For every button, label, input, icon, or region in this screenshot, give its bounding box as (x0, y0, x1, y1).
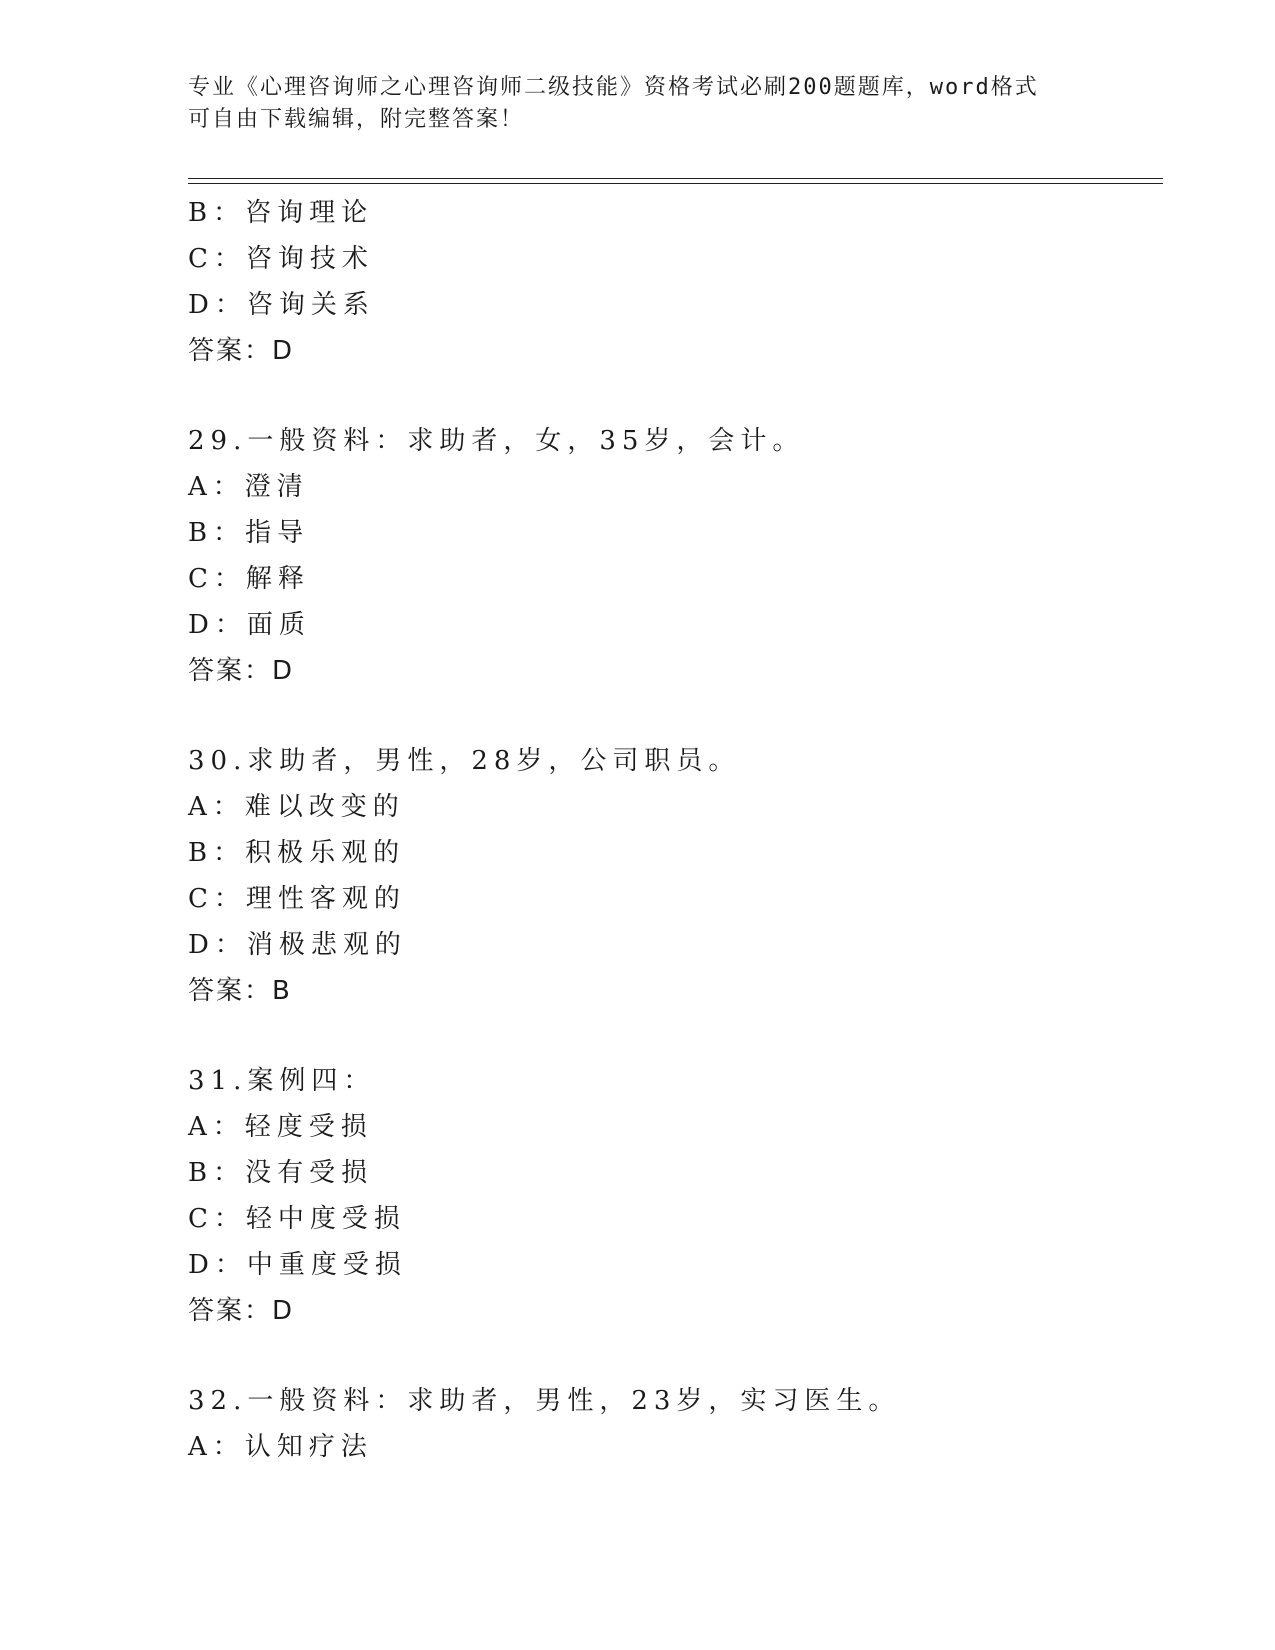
option-a: A：轻度受损 (188, 1112, 373, 1142)
option-c: C：咨询技术 (188, 244, 374, 274)
answer-line: 答案：D (188, 656, 295, 686)
question-stem: 30.求助者，男性，28岁，公司职员。 (188, 746, 741, 776)
question-stem: 29.一般资料：求助者，女，35岁，会计。 (188, 426, 805, 456)
document-header (188, 72, 1088, 136)
answer-line: 答案：D (188, 336, 295, 366)
question-32 (188, 1378, 1163, 1470)
option-a: A：认知疗法 (188, 1432, 373, 1462)
option-c: C：理性客观的 (188, 884, 406, 914)
question-30 (188, 738, 1163, 1014)
option-d: D：咨询关系 (188, 290, 375, 320)
option-a: A：难以改变的 (188, 792, 405, 822)
question-stem: 31.案例四： (188, 1066, 376, 1096)
header-title-line-1: 专业《心理咨询师之心理咨询师二级技能》资格考试必刷200题题库，word格式 (188, 75, 1039, 100)
option-c: C：解释 (188, 564, 310, 594)
option-a: A：澄清 (188, 472, 309, 502)
option-d: D：面质 (188, 610, 311, 640)
question-28-continuation (188, 190, 1163, 374)
question-list (188, 190, 1163, 1470)
question-31 (188, 1058, 1163, 1334)
option-b: B：咨询理论 (188, 198, 374, 228)
question-stem: 32.一般资料：求助者，男性，23岁，实习医生。 (188, 1386, 901, 1416)
option-b: B：积极乐观的 (188, 838, 406, 868)
option-c: C：轻中度受损 (188, 1204, 406, 1234)
option-b: B：没有受损 (188, 1158, 374, 1188)
question-29 (188, 418, 1163, 694)
option-d: D：中重度受损 (188, 1250, 407, 1280)
header-title-line-2: 可自由下载编辑，附完整答案！ (188, 107, 525, 132)
answer-line: 答案：B (188, 976, 292, 1006)
header-double-rule (188, 178, 1163, 184)
answer-line: 答案：D (188, 1296, 295, 1326)
option-b: B：指导 (188, 518, 310, 548)
option-d: D：消极悲观的 (188, 930, 407, 960)
